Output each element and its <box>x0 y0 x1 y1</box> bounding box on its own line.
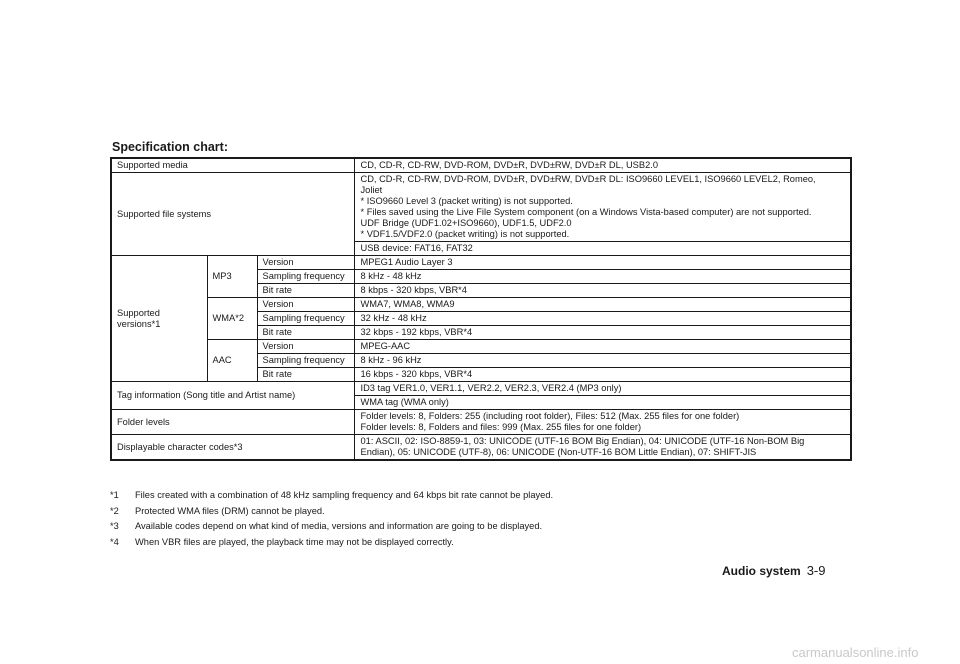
footnote-mark: *2 <box>110 505 119 516</box>
bit-rate-label: Bit rate <box>257 284 354 298</box>
character-codes-label: Displayable character codes*3 <box>111 435 354 461</box>
format-mp3: MP3 <box>207 256 257 298</box>
supported-versions-label-line: versions*1 <box>117 318 161 329</box>
wma-version-value: WMA7, WMA8, WMA9 <box>354 298 851 312</box>
file-systems-line: * ISO9660 Level 3 (packet writing) is not supported. <box>360 196 573 206</box>
supported-media-value: CD, CD-R, CD-RW, DVD-ROM, DVD±R, DVD±RW, DVD±R DL, USB2.0 <box>354 158 851 173</box>
file-systems-line: Joliet <box>360 185 383 195</box>
aac-version-value: MPEG-AAC <box>354 340 851 354</box>
footnote <box>110 489 553 502</box>
file-systems-value <box>354 173 851 242</box>
version-label: Version <box>257 256 354 270</box>
footnote <box>110 505 553 518</box>
file-systems-label: Supported file systems <box>111 173 354 256</box>
footnote-mark: *3 <box>110 521 119 531</box>
file-systems-line: * VDF1.5/VDF2.0 (packet writing) is not supported. <box>360 229 570 239</box>
wma-frequency-value: 32 kHz - 48 kHz <box>354 312 851 326</box>
usb-device-value: USB device: FAT16, FAT32 <box>354 242 851 256</box>
supported-media-label: Supported media <box>111 158 354 173</box>
footnote-text: When VBR files are played, the playback time may not be displayed correctly. <box>135 536 454 547</box>
sampling-frequency-label: Sampling frequency <box>257 270 354 284</box>
footnote-text: Files created with a combination of 48 kHz sampling frequency and 64 kbps bit rate cannot be played. <box>135 490 554 500</box>
sampling-frequency-label: Sampling frequency <box>257 312 354 326</box>
mp3-version-value: MPEG1 Audio Layer 3 <box>354 256 851 270</box>
table-row <box>111 435 851 461</box>
wma-tag-value: WMA tag (WMA only) <box>354 396 851 410</box>
watermark: carmanualsonline.info <box>792 645 919 660</box>
table-row <box>111 256 851 270</box>
version-label: Version <box>257 298 354 312</box>
table-row <box>111 298 851 312</box>
specification-table <box>110 157 852 461</box>
footnote-text: Protected WMA files (DRM) cannot be played. <box>135 505 325 516</box>
bit-rate-label: Bit rate <box>257 326 354 340</box>
table-row <box>111 410 851 435</box>
footnote-mark: *1 <box>110 490 119 500</box>
supported-versions-label-line: Supported <box>117 307 160 318</box>
page-number: 3-9 <box>806 563 826 578</box>
file-systems-line: CD, CD-R, CD-RW, DVD-ROM, DVD±R, DVD±RW, DVD±R DL: ISO9660 LEVEL1, ISO9660 LEVEL2, Romeo, <box>360 174 816 184</box>
table-row <box>111 158 851 173</box>
format-wma: WMA*2 <box>207 298 257 340</box>
wma-bitrate-value: 32 kbps - 192 kbps, VBR*4 <box>354 326 851 340</box>
mp3-frequency-value: 8 kHz - 48 kHz <box>354 270 851 284</box>
file-systems-line: * Files saved using the Live File System component (on a Windows Vista-based computer) are not supported. <box>360 207 812 217</box>
footnotes <box>110 489 553 551</box>
version-label: Version <box>257 340 354 354</box>
folder-levels-value <box>354 410 851 435</box>
mp3-bitrate-value: 8 kbps - 320 kbps, VBR*4 <box>354 284 851 298</box>
supported-versions-label <box>111 256 207 382</box>
bit-rate-label: Bit rate <box>257 368 354 382</box>
section-name: Audio system <box>722 564 801 578</box>
folder-levels-line: Folder levels: 8, Folders: 255 (including root folder), Files: 512 (Max. 255 files for one folder) <box>360 411 740 421</box>
table-row <box>111 173 851 242</box>
aac-frequency-value: 8 kHz - 96 kHz <box>354 354 851 368</box>
table-row <box>111 382 851 396</box>
footnote-text: Available codes depend on what kind of media, versions and information are going to be displayed. <box>135 521 543 531</box>
footnote-mark: *4 <box>110 536 119 547</box>
tag-information-label: Tag information (Song title and Artist name) <box>111 382 354 410</box>
footnote <box>110 536 553 549</box>
sampling-frequency-label: Sampling frequency <box>257 354 354 368</box>
format-aac: AAC <box>207 340 257 382</box>
table-row <box>111 340 851 354</box>
character-codes-line: 01: ASCII, 02: ISO-8859-1, 03: UNICODE (UTF-16 BOM Big Endian), 04: UNICODE (UTF-16 Non-BOM Big <box>360 436 805 446</box>
aac-bitrate-value: 16 kbps - 320 kbps, VBR*4 <box>354 368 851 382</box>
folder-levels-line: Folder levels: 8, Folders and files: 999 (Max. 255 files for one folder) <box>360 422 642 432</box>
footnote <box>110 520 553 533</box>
id3-tag-value: ID3 tag VER1.0, VER1.1, VER2.2, VER2.3, VER2.4 (MP3 only) <box>354 382 851 396</box>
folder-levels-label: Folder levels <box>111 410 354 435</box>
page-heading: Specification chart: <box>112 140 228 154</box>
file-systems-line: UDF Bridge (UDF1.02+ISO9660), UDF1.5, UDF2.0 <box>360 218 572 228</box>
page-footer <box>722 563 825 578</box>
character-codes-line: Endian), 05: UNICODE (UTF-8), 06: UNICODE (Non-UTF-16 BOM Little Endian), 07: SHIFT-JIS <box>360 447 757 457</box>
character-codes-value <box>354 435 851 461</box>
